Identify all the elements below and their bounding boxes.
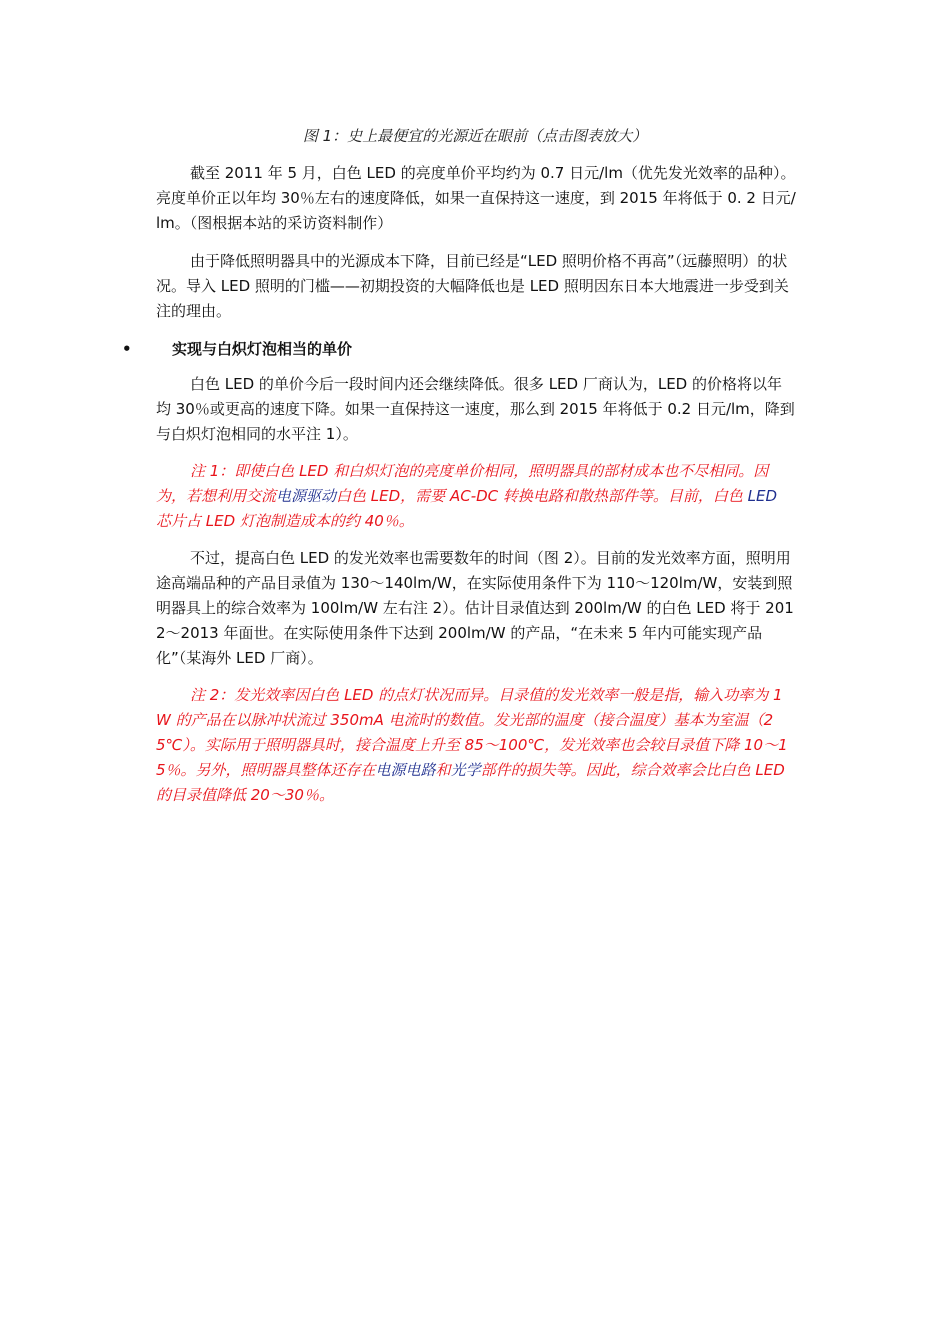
note-2-text-c: 和	[435, 761, 451, 779]
paragraph-price-trend: 截至 2011 年 5 月，白色 LED 的亮度单价平均约为 0.7 日元/lm（优先发光效率的品种）。亮度单价正以年均 30％左右的速度降低，如果一直保持这一速度，到 2015 年将低于 0. 2 日元/lm。（图根据本站的采访资料制作）	[156, 164, 796, 232]
paragraph-efficiency: 不过，提高白色 LED 的发光效率也需要数年的时间（图 2）。目前的发光效率方面，照明用途高端品种的产品目录值为 130～140lm/W，在实际使用条件下为 110～120lm/W，安装到照明器具上的综合效率为 100lm/W 左右注 2）。估计目录值达到 200lm/W 的白色 LED 将于 2012～2013 年面世。在实际使用条件下达到 200lm/W 的产品，“在未来 5 年内可能实现产品化”（某海外 LED 厂商）。	[156, 549, 794, 667]
paragraph-unit-price-decline: 白色 LED 的单价今后一段时间内还会继续降低。很多 LED 厂商认为，LED 的价格将以年均 30％或更高的速度下降。如果一直保持这一速度，那么到 2015 年将低于 0.2 日元/lm，降到与白炽灯泡相同的水平注 1）。	[156, 375, 795, 443]
note-1	[156, 459, 796, 534]
section-heading	[122, 337, 352, 361]
note-1-text-a: 注 1：即使白色 LED 和白炽灯泡的亮度单价相同，照明器具的部材成本也不尽相同。因为，若想利用交流	[156, 462, 769, 505]
paragraph-led-lighting-cost: 由于降低照明器具中的光源成本下降，目前已经是“LED 照明价格不再高”（远藤照明）的状况。导入 LED 照明的门槛——初期投资的大幅降低也是 LED 照明因东日本大地震进一步受到关注的理由。	[156, 252, 789, 320]
note-1-text-c: 白色 LED，需要 AC-DC 转换电路和散热部件等。目前，白色	[336, 487, 748, 505]
section-title: 实现与白炽灯泡相当的单价	[172, 340, 353, 358]
note-2-text-e: 部件的损失等。因此，综合效率会比白色 LED 的目录值降低 20～30％。	[156, 761, 785, 804]
note-2-link-power-circuit[interactable]: 电源电路	[375, 761, 436, 779]
note-1-text-e: 芯片占 LED 灯泡制造成本的约 40％。	[156, 512, 414, 530]
note-2-link-optics[interactable]: 光学	[450, 761, 481, 779]
note-2-text-a: 注 2：发光效率因白色 LED 的点灯状况而异。目录值的发光效率一般是指，输入功率为 1W 的产品在以脉冲状流过 350mA 电流时的数值。发光部的温度（接合温度）基本为室温（25℃）。实际用于照明器具时，接合温度上升至 85～100℃，发光效率也会较目录值下降 10～15％。另外，照明器具整体还存在	[156, 686, 788, 779]
figure-caption: 图 1：史上最便宜的光源近在眼前（点击图表放大）	[302, 127, 648, 145]
note-1-link-led[interactable]: LED	[747, 487, 778, 505]
note-2	[156, 683, 796, 808]
note-1-link-power-drive[interactable]: 电源驱动	[276, 487, 337, 505]
bullet-point: •	[122, 340, 132, 358]
